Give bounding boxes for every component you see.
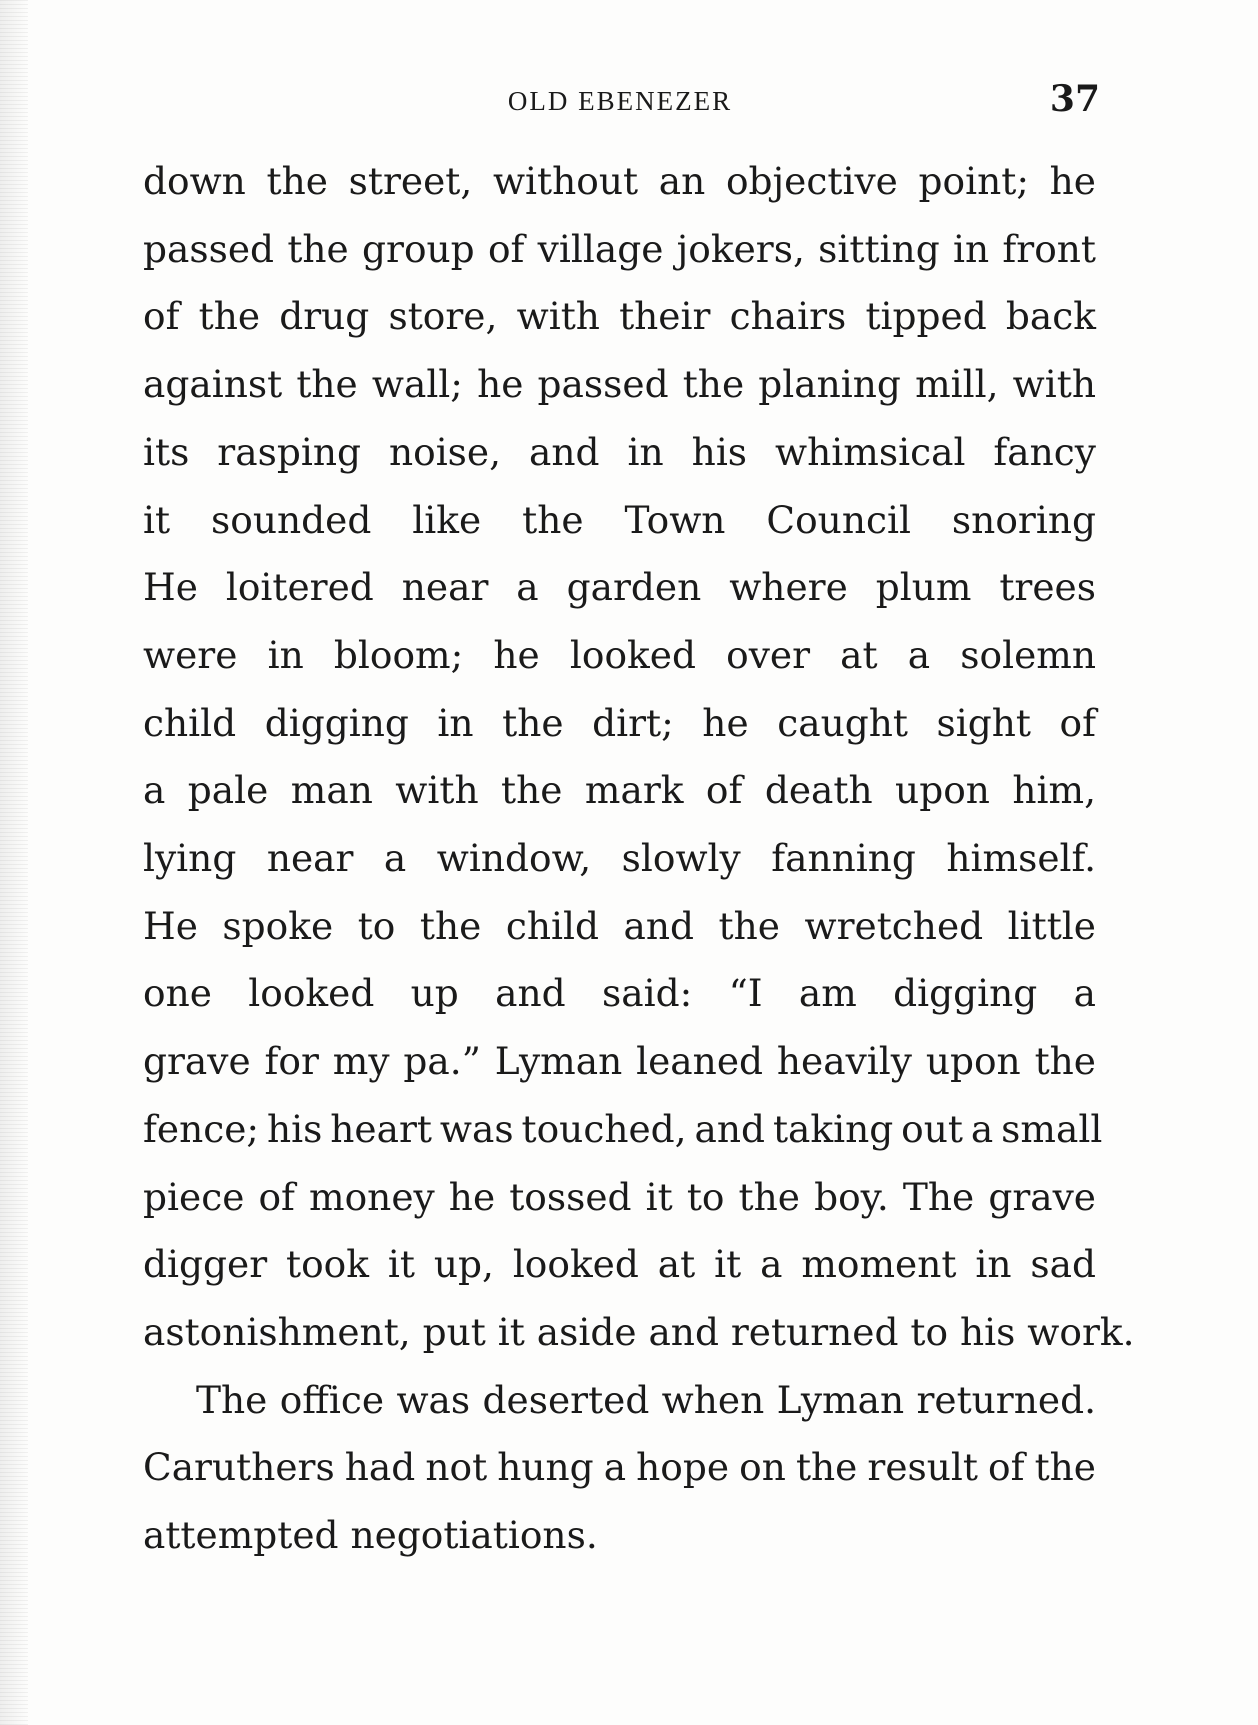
text-line: down the street, without an objective point; he [143, 159, 1096, 203]
text-line: were in bloom; he looked over at a solemn [143, 632, 1096, 677]
text-line: fence; his heart was touched, and taking out a small [143, 1106, 1103, 1151]
page-number: 37 [1049, 78, 1100, 120]
text-line: The office was deserted when Lyman returned. [196, 1377, 1096, 1422]
text-line: astonishment, put it aside and returned to his work. [143, 1309, 1135, 1354]
text-line: piece of money he tossed it to the boy. The grave [143, 1174, 1096, 1219]
text-line: passed the group of village jokers, sitting in front [143, 226, 1096, 271]
text-line: Caruthers had not hung a hope on the result of the [143, 1445, 1096, 1490]
page-gutter-shadow [0, 0, 28, 1725]
text-line: it sounded like the Town Council snoring [143, 497, 1096, 542]
running-head [140, 78, 1100, 118]
text-line: attempted negotiations. [143, 1513, 598, 1558]
text-line: digger took it up, looked at it a moment in sad [143, 1242, 1096, 1287]
text-line: of the drug store, with their chairs tipped back [143, 294, 1096, 339]
paragraph [143, 1367, 1096, 1570]
text-line: child digging in the dirt; he caught sight of [143, 700, 1096, 745]
text-line: its rasping noise, and in his whimsical fancy [143, 429, 1096, 474]
running-title: OLD EBENEZER [507, 86, 733, 116]
body-text [143, 148, 1135, 1570]
text-line: lying near a window, slowly fanning himself. [143, 836, 1096, 881]
text-line: one looked up and said: “I am digging a [143, 971, 1096, 1016]
text-line: He spoke to the child and the wretched little [143, 903, 1096, 948]
paragraph [143, 148, 1135, 1367]
text-line: against the wall; he passed the planing mill, with [143, 362, 1096, 407]
text-line: He loitered near a garden where plum trees [143, 565, 1096, 610]
text-line: grave for my pa.” Lyman leaned heavily upon the [143, 1039, 1096, 1084]
text-line: a pale man with the mark of death upon him, [143, 768, 1096, 813]
